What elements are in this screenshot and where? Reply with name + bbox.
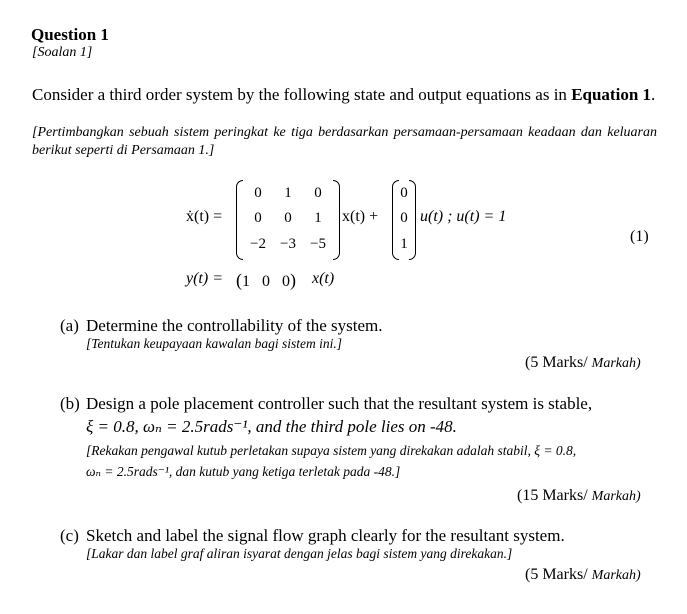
part-b-label: (b) (60, 394, 80, 413)
output-eq-rhs: x(t) (312, 270, 335, 287)
part-a-marks (525, 354, 641, 372)
part-c-label: (c) (60, 526, 79, 545)
question-title: Question 1 (31, 25, 109, 44)
matrix-a-cell: −5 (310, 236, 326, 252)
matrix-a-cell: −2 (250, 236, 266, 252)
intro-eq-ref: Equation 1 (571, 85, 652, 104)
state-eq-lhs: ẋ(t) = (186, 208, 223, 225)
part-c-malay: [Lakar dan label graf aliran isyarat dengan jelas bagi sistem yang direkakan.] (86, 546, 513, 561)
part-b-marks (517, 487, 641, 505)
marks-malay: Markah) (591, 568, 641, 583)
marks-malay: Markah) (591, 356, 641, 371)
matrix-c-cell: 0 (262, 273, 270, 290)
marks-malay: Markah) (591, 489, 641, 504)
intro-end: . (651, 85, 656, 104)
matrix-a-cell: 0 (284, 210, 292, 226)
part-a-text: Determine the controllability of the system. (86, 316, 383, 335)
marks-label: (5 Marks/ (525, 566, 588, 583)
part-a-label: (a) (60, 316, 79, 335)
matrix-a-cell: 1 (284, 185, 292, 201)
part-c-marks (525, 566, 641, 584)
matrix-b-cell: 0 (400, 210, 408, 226)
matrix-c-cell: 0 (282, 273, 290, 290)
part-a-malay: [Tentukan keupayaan kawalan bagi sistem ini.] (86, 336, 342, 351)
matrix-a-cell: 0 (314, 185, 322, 201)
part-b-text-line1: Design a pole placement controller such that the resultant system is stable, (86, 394, 593, 413)
question-subtitle: [Soalan 1] (32, 45, 93, 60)
part-b-malay-line2: ωₙ = 2.5rads⁻¹, dan kutub yang ketiga terletak pada -48.] (86, 464, 401, 479)
equation-number: (1) (630, 228, 649, 245)
part-b-malay-line1: [Rekakan pengawal kutub perletakan supaya sistem yang direkakan adalah stabil, ξ = 0.8, (86, 443, 577, 458)
state-eq-rhs: u(t) ; u(t) = 1 (420, 208, 507, 225)
matrix-b (392, 180, 416, 260)
output-eq-lhs: y(t) = (186, 270, 223, 287)
matrix-a (236, 180, 340, 260)
matrix-a-cell: 1 (314, 210, 322, 226)
intro-text: Consider a third order system by the following state and output equations as in (32, 85, 567, 104)
matrix-a-cell: 0 (254, 210, 262, 226)
state-eq-mid: x(t) + (342, 208, 379, 225)
part-b-text-line2: ξ = 0.8, ωₙ = 2.5rads⁻¹, and the third pole lies on -48. (86, 417, 457, 436)
matrix-c-cell: 1 (242, 273, 250, 290)
intro-paragraph (32, 84, 657, 105)
matrix-b-cell: 1 (400, 236, 408, 252)
part-c-text: Sketch and label the signal flow graph clearly for the resultant system. (86, 526, 565, 545)
marks-label: (5 Marks/ (525, 354, 588, 371)
marks-label: (15 Marks/ (517, 487, 588, 504)
matrix-c: (1 0 0) (236, 270, 296, 290)
matrix-a-cell: 0 (254, 185, 262, 201)
matrix-b-cell: 0 (400, 185, 408, 201)
intro-malay: [Pertimbangkan sebuah sistem peringkat ke tiga berdasarkan persamaan-persamaan keadaan dan keluaran berikut seperti di Persamaan 1.] (32, 125, 657, 158)
matrix-a-cell: −3 (280, 236, 296, 252)
